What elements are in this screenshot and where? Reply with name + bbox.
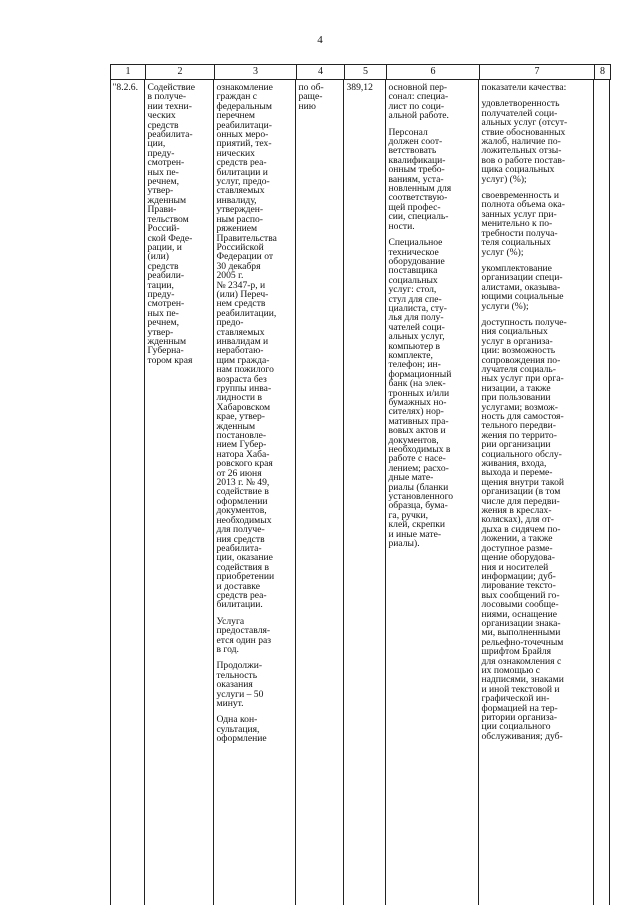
conditions-cell [387,80,480,751]
text-line: средств [147,260,179,272]
text-line: необходимых в [388,444,451,456]
text-line: ется один раз [216,634,272,646]
column-number-8: 8 [595,65,611,80]
service-content-cell [215,80,297,751]
text-line: лидности в [216,392,262,404]
text-line: ваниям, уста- [388,173,444,185]
service-code-cell [111,80,146,751]
text-line: тации, [147,279,174,291]
text-line: клей, скрепки [388,519,446,531]
text-line: тором края [147,354,193,366]
text-line: лосовыми сообще- [481,599,559,611]
text-line: Одна кон- [216,714,258,726]
text-line: для ознакомления с [481,655,562,667]
text-line: жденным [147,194,187,206]
text-line: реабили- [147,270,185,282]
text-line: комплекте, [388,349,433,361]
text-line: лением; расхо- [388,462,449,474]
text-line: рии организации [481,439,551,451]
text-line: в получе- [147,91,187,103]
text-line: по об- [298,82,324,93]
text-line: социальных [388,274,438,286]
text-line: раще- [298,91,323,103]
text-line: приобретении [216,571,275,583]
text-line: нию [298,100,316,112]
text-line: услуги (%); [481,300,529,312]
text-line: необходимых [216,514,272,526]
text-line: реабилитаци- [216,119,272,131]
column-divider [478,79,479,905]
column-number-row [111,65,611,80]
text-line: и доставке [216,580,260,592]
text-line: утвержден- [216,204,264,216]
text-line: реабилитации, [216,307,277,319]
text-line: инвалиду, [216,194,257,206]
text-line: утвер- [147,185,174,197]
text-line: Хабаровском [216,401,271,413]
text-line: своевременность и [481,190,559,202]
service-code: "8.2.6. [112,82,139,93]
text-line: нии техни- [147,100,192,112]
text-line: обслуживания; дуб- [481,730,563,742]
text-line: Российской [216,241,264,253]
text-line: полнота объема ока- [481,199,565,211]
text-line: возраста без [216,373,267,385]
text-line: риалы). [388,538,420,550]
text-line: числе для передви- [481,495,560,507]
quality-indicators [480,80,595,741]
text-line: и иные мате- [388,528,442,540]
text-line: показатели качества: [481,82,567,93]
provision-term-cell [297,80,345,751]
text-line: сии, специаль- [388,211,449,223]
text-line: получателей соци- [481,107,558,119]
text-line: квалификаци- [388,154,446,166]
text-line: дыха в сидячем по- [481,523,561,535]
column-divider [609,79,610,905]
column-divider [144,79,145,905]
text-line: услуг: стол, [388,284,437,296]
column-number-3: 3 [215,65,297,80]
text-line: лья для полу- [388,312,444,324]
column-number-4: 4 [297,65,345,80]
text-line: услуг в организа- [481,335,553,347]
text-line: документов, [388,434,439,446]
text-line: щение оборудова- [481,552,555,564]
text-line: постановле- [216,430,267,442]
text-line: шрифтом Брайля [481,646,552,658]
quality-indicators-cell [480,80,595,751]
text-line: ставляемых [216,326,265,338]
text-line: ритории организа- [481,712,558,723]
page-number: 4 [317,34,323,46]
table-row [111,80,611,751]
text-line: доступность получе- [481,316,567,328]
column-number-1: 1 [111,65,146,80]
text-line: при пользовании [481,392,551,404]
text-line: стул для спе- [388,293,442,305]
text-line: средств реа- [216,157,267,169]
text-line: услуги – 50 [216,688,264,700]
paragraph [482,264,593,311]
text-line: работе с насе- [388,453,446,465]
text-line: формацией на тер- [481,702,558,714]
text-line: (или) [147,251,169,263]
text-line: ставляемых [216,185,265,197]
text-line: нических [216,147,255,159]
text-line: смотрен- [147,157,185,169]
text-line: требности получа- [481,227,558,239]
text-line: удовлетворенность [481,98,560,110]
paragraph [217,715,295,743]
text-line: оформлении [216,495,268,507]
text-line: ровского края [216,458,273,470]
text-line: жденным [216,420,256,432]
text-line: реабилита- [147,129,193,141]
text-line: формационный [388,368,452,380]
text-line: сителях) нор- [388,406,444,418]
text-line: вов о работе постав- [481,154,566,166]
text-line: содействие в [216,486,269,498]
text-line: преду- [147,147,175,159]
text-line: средств [147,119,179,131]
text-line: 2013 г. № 49, [216,477,270,489]
text-line: группы инва- [216,383,272,394]
text-line: граждан с [216,91,258,103]
text-line: Федерации от [216,251,274,263]
text-line: оказания [216,679,253,691]
text-line: жалоб, наличие по- [481,136,561,148]
text-line: рельефно-точечным [481,636,564,648]
paragraph [217,661,295,708]
text-line: сонал: специа- [388,91,449,103]
text-line: инвалидам и [216,335,269,347]
text-line: услуг (%); [481,246,524,258]
text-line: лист по соци- [388,100,445,112]
text-line: жения в креслах- [481,505,552,517]
service-name [146,80,215,365]
text-line: преду- [147,288,175,300]
provision-term [297,80,345,111]
text-line: живания, входа, [481,458,547,470]
text-line: смотрен- [147,298,185,310]
text-line: щим гражда- [216,354,270,366]
text-line: альных услуг (отсут- [481,117,568,129]
text-line: ных пе- [147,307,179,319]
tariff-value: 389,12 [346,82,373,93]
text-line: федеральным [216,100,272,112]
text-line: Правительства [216,232,277,244]
text-line: компьютер в [388,340,441,352]
text-line: альных услуг, [388,331,445,343]
paragraph [482,83,593,92]
column-number-5: 5 [345,65,387,80]
text-line: ствие обоснованных [481,126,566,138]
text-line: Специальное [388,237,443,249]
text-line: банк (на элек- [388,378,446,390]
text-line: информации; дуб- [481,570,556,582]
text-line: ных пе- [147,166,179,178]
text-line: ряжением [216,223,258,235]
paragraph [482,318,593,741]
text-line: Содействие [147,82,196,93]
text-line: ющими социальные [481,291,564,303]
text-line: речнем, [147,317,180,329]
text-line: организации специ- [481,272,563,284]
services-table [110,64,611,751]
text-line: ных услуг при орга- [481,373,564,385]
text-line: ность для самостоя- [481,411,564,422]
text-line: услугами; возмож- [481,401,558,413]
text-line: надписями, знаками [481,674,564,686]
tariff-cell [345,80,387,751]
text-line: дные мате- [388,472,434,484]
text-line: документов, [216,505,267,517]
text-line: услуг) (%); [481,173,527,185]
column-divider [593,79,594,905]
text-line: циалиста, сту- [388,302,447,314]
text-line: Прави- [147,204,177,216]
text-line: ниями, оснащение [481,608,558,620]
text-line: ми, выполненными [481,627,561,639]
paragraph [217,617,295,655]
text-line: лучателя социаль- [481,363,556,375]
text-line: образца, бума- [388,500,448,512]
text-line: поставщика [388,265,438,277]
text-line: 2005 г. [216,270,244,282]
paragraph [482,191,593,257]
text-line: выхода и переме- [481,467,553,479]
text-line: для получе- [216,524,265,536]
text-line: предоставля- [216,625,271,637]
text-line: жденным [147,335,187,347]
text-line: средств реа- [216,589,267,601]
service-name-cell [146,80,215,751]
text-line: перечнем [216,110,255,122]
paragraph [389,238,478,548]
text-line: соответствую- [388,192,448,204]
text-line: рации, и [147,241,182,253]
text-line: сультация, [216,723,260,735]
text-line: доступное разме- [481,542,553,554]
text-line: услуг, предо- [216,176,270,188]
text-line: Россий- [147,223,180,235]
text-line: ции, оказание [216,552,273,564]
text-line: установленного [388,491,454,503]
text-line: низации, а также [481,382,551,394]
text-line: социального обслу- [481,448,562,460]
text-line: ложении, а также [481,533,553,545]
text-line: крае, утвер- [216,411,265,423]
text-line: должен соот- [388,136,443,148]
text-line: чателей соци- [388,321,445,333]
text-line: от 26 июня [216,467,262,479]
text-line: ния и носителей [481,561,549,573]
text-line: неработаю- [216,345,264,357]
text-line: нем средств [216,298,266,310]
text-line: вовых актов и [388,425,446,437]
text-line: тельством [147,213,189,225]
text-line: организации (в том [481,486,561,498]
text-line: жения по террито- [481,429,557,441]
text-line: альной работе. [388,110,449,122]
text-line: ным распо- [216,213,263,225]
column-divider [213,79,214,905]
text-line: оборудование [388,255,445,267]
text-line: онных меро- [216,129,269,141]
text-line: основной пер- [388,82,448,93]
text-line: ции, [147,138,166,150]
conditions [387,80,480,549]
paragraph [482,99,593,184]
text-line: ции: возможность [481,345,556,357]
column-number-7: 7 [480,65,595,80]
text-line: ческих [147,110,176,122]
text-line: телефон; ин- [388,359,441,371]
text-line: ложительных отзы- [481,145,562,157]
text-line: ветствовать [388,145,437,157]
text-line: в год. [216,643,239,655]
text-line: мативных пра- [388,415,449,427]
text-line: ности. [388,220,415,232]
text-line: оформление [216,733,267,745]
text-line: техническое [388,246,439,258]
text-line: риалы (бланки [388,481,449,493]
text-line: га, ручки, [388,509,428,521]
text-line: колясках), для от- [481,514,554,526]
text-line: нием Губер- [216,439,267,451]
text-line: содействия в [216,561,270,573]
text-line: предо- [216,317,244,329]
text-line: графической ин- [481,693,550,705]
text-line: вых сообщений го- [481,589,560,601]
text-line: Услуга [216,615,245,627]
text-line: тельного передви- [481,420,556,432]
text-line: организации знака- [481,617,561,629]
text-line: и иной текстовой и [481,683,560,695]
paragraph [389,128,478,231]
text-line: натора Хаба- [216,448,270,460]
column-number-2: 2 [146,65,215,80]
text-line: билитации и [216,166,268,178]
text-line: Продолжи- [216,660,263,672]
text-line: № 2347-р, и [216,279,266,291]
text-line: лирование тексто- [481,580,556,592]
text-line: (или) Переч- [216,288,269,300]
text-line: билитации. [216,599,263,611]
text-line: приятий, тех- [216,138,272,150]
text-line: нам пожилого [216,364,274,376]
text-line: тронных и/или [388,387,450,399]
service-content [215,80,297,744]
text-line: их помощью с [481,664,541,676]
text-line: теля социальных [481,237,551,249]
text-line: новленным для [388,183,452,195]
text-line: занных услуг при- [481,208,557,220]
text-line: онным требо- [388,164,445,176]
text-line: Губерна- [147,345,184,357]
text-line: ознакомление [216,82,273,93]
text-line: менительно к по- [481,218,553,230]
text-line: алистами, оказыва- [481,281,561,293]
column-divider [295,79,296,905]
text-line: тельность [216,669,258,681]
text-line: ния средств [216,533,265,545]
column-divider [385,79,386,905]
text-line: 30 декабря [216,260,261,272]
text-line: минут. [216,698,244,709]
text-line: ции социального [481,721,551,733]
paragraph [217,83,295,610]
text-line: щей профес- [388,201,441,213]
text-line: реабилита- [216,542,262,554]
text-line: утвер- [147,326,174,338]
column-divider [110,79,111,905]
column-number-6: 6 [387,65,480,80]
text-line: укомплектование [481,262,552,274]
paragraph [389,83,478,121]
text-line: бумажных но- [388,397,447,408]
text-line: ской Феде- [147,232,193,244]
text-line: речнем, [147,176,180,188]
text-line: Персонал [388,126,428,138]
text-line: щения внутри такой [481,476,564,488]
column-divider [343,79,344,905]
text-line: щика социальных [481,164,555,176]
text-line: ния социальных [481,326,548,338]
text-line: сопровождения по- [481,354,561,366]
